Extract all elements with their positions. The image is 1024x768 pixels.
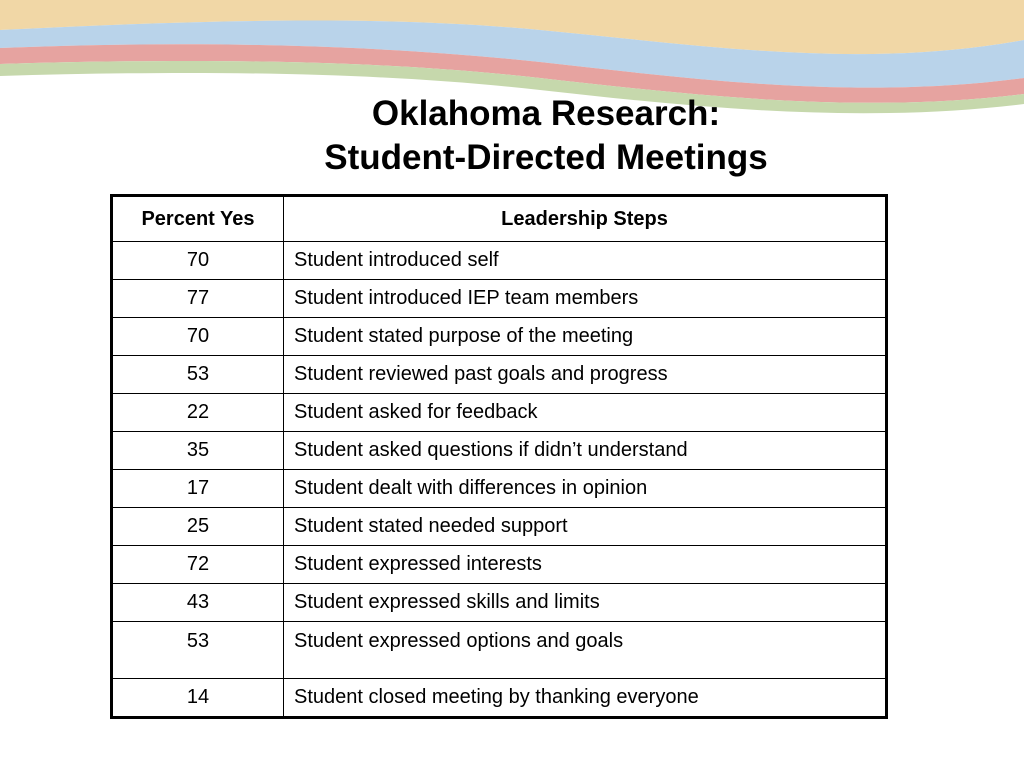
percent-cell: 70 (112, 318, 284, 356)
percent-cell: 25 (112, 508, 284, 546)
leadership-steps-table (110, 194, 888, 719)
table-row (112, 318, 887, 356)
percent-cell: 43 (112, 584, 284, 622)
slide-title-line-2: Student-Directed Meetings (324, 138, 768, 177)
step-cell: Student asked questions if didn’t understand (284, 432, 887, 470)
step-cell: Student introduced IEP team members (284, 280, 887, 318)
percent-cell: 35 (112, 432, 284, 470)
percent-cell: 14 (112, 679, 284, 718)
column-header-percent-yes: Percent Yes (112, 196, 284, 242)
table-row (112, 470, 887, 508)
percent-cell: 53 (112, 622, 284, 679)
table-header-row (112, 196, 887, 242)
step-cell: Student asked for feedback (284, 394, 887, 432)
table-row (112, 508, 887, 546)
step-cell: Student expressed options and goals (284, 622, 887, 679)
table-row (112, 432, 887, 470)
percent-cell: 72 (112, 546, 284, 584)
column-header-leadership-steps: Leadership Steps (284, 196, 887, 242)
percent-cell: 70 (112, 242, 284, 280)
step-cell: Student stated needed support (284, 508, 887, 546)
table-row (112, 394, 887, 432)
table-row (112, 280, 887, 318)
percent-cell: 77 (112, 280, 284, 318)
slide-title (0, 92, 1024, 180)
step-cell: Student expressed skills and limits (284, 584, 887, 622)
step-cell: Student stated purpose of the meeting (284, 318, 887, 356)
step-cell: Student reviewed past goals and progress (284, 356, 887, 394)
table-row (112, 546, 887, 584)
table-row (112, 242, 887, 280)
percent-cell: 22 (112, 394, 284, 432)
table-row (112, 679, 887, 718)
table-row (112, 356, 887, 394)
step-cell: Student closed meeting by thanking everyone (284, 679, 887, 718)
step-cell: Student dealt with differences in opinion (284, 470, 887, 508)
percent-cell: 17 (112, 470, 284, 508)
step-cell: Student expressed interests (284, 546, 887, 584)
step-cell: Student introduced self (284, 242, 887, 280)
slide-title-line-1: Oklahoma Research: (371, 94, 721, 133)
percent-cell: 53 (112, 356, 284, 394)
table-row (112, 622, 887, 679)
table-row (112, 584, 887, 622)
